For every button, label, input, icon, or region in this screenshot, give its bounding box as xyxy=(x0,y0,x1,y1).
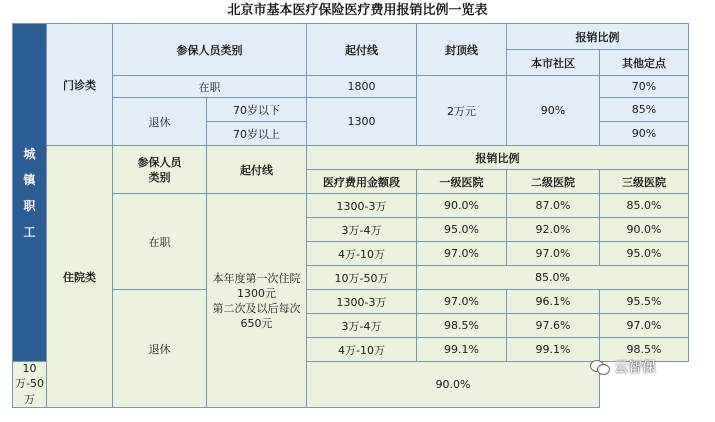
outpatient-retired-label: 退休 xyxy=(113,98,207,146)
table-row-range: 10万-50万 xyxy=(307,266,417,290)
outpatient-retired-over70-other: 90% xyxy=(600,122,689,146)
table-row-merged-value: 90.0% xyxy=(307,362,600,408)
inpatient-reimbursement-header: 报销比例 xyxy=(307,146,689,170)
outpatient-retired-deductible: 1300 xyxy=(307,98,417,146)
inpatient-amount-range-header: 医疗费用金额段 xyxy=(307,170,417,194)
table-row-level3: 95.5% xyxy=(600,290,689,314)
table-row-level3: 90.0% xyxy=(600,218,689,242)
table-title: 北京市基本医疗保险医疗费用报销比例一览表 xyxy=(227,3,488,18)
table-row-level2: 92.0% xyxy=(507,218,600,242)
outpatient-insured-type-header: 参保人员类别 xyxy=(113,24,307,76)
table-row-level3: 97.0% xyxy=(600,314,689,338)
inpatient-deductible-header: 起付线 xyxy=(207,146,307,194)
table-row-range: 4万-10万 xyxy=(307,242,417,266)
reimbursement-table xyxy=(12,23,689,408)
table-row-level1: 97.0% xyxy=(417,290,507,314)
table-row-merged-value: 85.0% xyxy=(417,266,689,290)
outpatient-employed-label: 在职 xyxy=(113,76,307,98)
outpatient-community-value: 90% xyxy=(507,76,600,146)
outpatient-retired-under70-other: 85% xyxy=(600,98,689,122)
outpatient-retired-over70-label: 70岁以上 xyxy=(207,122,307,146)
outpatient-retired-under70-label: 70岁以下 xyxy=(207,98,307,122)
inpatient-deductible-text xyxy=(207,194,307,408)
table-row-level2: 99.1% xyxy=(507,338,600,362)
outpatient-employed-deductible: 1800 xyxy=(307,76,417,98)
inpatient-deductible-text-value: 本年度第一次住院1300元 第二次及以后每次650元 xyxy=(212,271,301,330)
inpatient-level2-header: 二级医院 xyxy=(507,170,600,194)
outpatient-community-header: 本市社区 xyxy=(507,50,600,76)
table-row-level2: 87.0% xyxy=(507,194,600,218)
outpatient-cap-value: 2万元 xyxy=(417,76,507,146)
inpatient-insured-type-header xyxy=(113,146,207,194)
inpatient-retired-label: 退休 xyxy=(113,290,207,408)
outpatient-cap-header: 封顶线 xyxy=(417,24,507,76)
table-row-level2: 96.1% xyxy=(507,290,600,314)
table-row-level1: 99.1% xyxy=(417,338,507,362)
inpatient-employed-label: 在职 xyxy=(113,194,207,290)
table-row-level1: 95.0% xyxy=(417,218,507,242)
inpatient-level3-header: 三级医院 xyxy=(600,170,689,194)
outpatient-employed-other: 70% xyxy=(600,76,689,98)
table-row-range: 1300-3万 xyxy=(307,290,417,314)
inpatient-category: 住院类 xyxy=(47,146,113,408)
table-row-level3: 98.5% xyxy=(600,338,689,362)
table-row-level3: 85.0% xyxy=(600,194,689,218)
outpatient-reimbursement-header: 报销比例 xyxy=(507,24,689,50)
outpatient-deductible-header: 起付线 xyxy=(307,24,417,76)
table-row-level1: 90.0% xyxy=(417,194,507,218)
watermark-text: 云智保 xyxy=(614,360,656,376)
chat-bubble-icon xyxy=(590,359,610,375)
inpatient-insured-type-header-text: 参保人员 类别 xyxy=(137,155,182,184)
table-row-level1: 98.5% xyxy=(417,314,507,338)
outpatient-other-header: 其他定点 xyxy=(600,50,689,76)
table-row-range: 3万-4万 xyxy=(307,314,417,338)
reimbursement-table-container xyxy=(12,23,688,406)
table-row-range: 4万-10万 xyxy=(307,338,417,362)
watermark xyxy=(590,357,656,377)
table-row-range: 3万-4万 xyxy=(307,218,417,242)
side-label-urban-employees xyxy=(13,24,47,362)
table-row-range: 1300-3万 xyxy=(307,194,417,218)
table-row-level3: 95.0% xyxy=(600,242,689,266)
table-row-range: 10万-50万 xyxy=(13,362,47,408)
outpatient-category: 门诊类 xyxy=(47,24,113,146)
table-row-level1: 97.0% xyxy=(417,242,507,266)
table-row-level2: 97.6% xyxy=(507,314,600,338)
table-row-level2: 97.0% xyxy=(507,242,600,266)
inpatient-level1-header: 一级医院 xyxy=(417,170,507,194)
side-label-text: 城 镇 职 工 xyxy=(23,146,36,239)
